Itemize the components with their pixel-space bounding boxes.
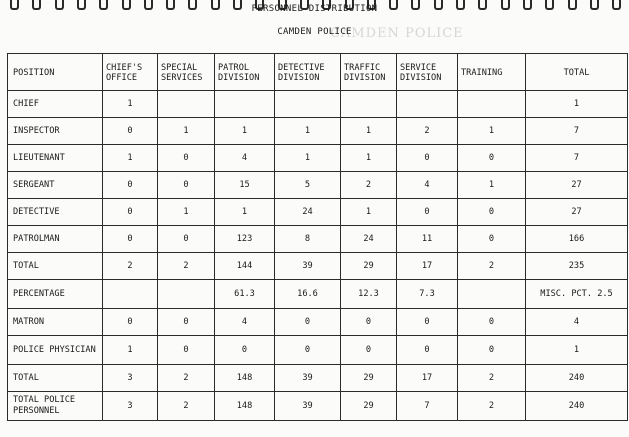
cell-total: 1 xyxy=(526,91,628,118)
cell-service-division: 7 xyxy=(397,392,458,421)
cell-chiefs-office: 1 xyxy=(103,336,158,365)
cell-position: DETECTIVE xyxy=(8,199,103,226)
row-subtotal xyxy=(8,253,628,280)
cell-patrol-division xyxy=(215,91,275,118)
cell-service-division: 11 xyxy=(397,226,458,253)
cell-total: 4 xyxy=(526,309,628,336)
cell-position: LIEUTENANT xyxy=(8,145,103,172)
header-row xyxy=(8,54,628,91)
cell-total: 27 xyxy=(526,172,628,199)
cell-chiefs-office: 0 xyxy=(103,199,158,226)
header-training: TRAINING xyxy=(458,54,526,91)
cell-service-division: 0 xyxy=(397,336,458,365)
row-lieutenant xyxy=(8,145,628,172)
row-police-physician xyxy=(8,336,628,365)
row-patrolman xyxy=(8,226,628,253)
cell-special-services xyxy=(158,280,215,309)
cell-training xyxy=(458,280,526,309)
cell-chiefs-office: 3 xyxy=(103,392,158,421)
row-detective xyxy=(8,199,628,226)
cell-training: 2 xyxy=(458,392,526,421)
cell-patrol-division: 4 xyxy=(215,309,275,336)
cell-traffic-division: 0 xyxy=(341,309,397,336)
cell-training: 0 xyxy=(458,309,526,336)
cell-training: 0 xyxy=(458,226,526,253)
cell-patrol-division: 15 xyxy=(215,172,275,199)
cell-training: 0 xyxy=(458,145,526,172)
cell-position: MATRON xyxy=(8,309,103,336)
cell-service-division: 2 xyxy=(397,118,458,145)
cell-detective-division: 39 xyxy=(275,253,341,280)
document-subtitle: CAMDEN POLICE xyxy=(277,27,352,37)
cell-total: 240 xyxy=(526,365,628,392)
cell-service-division: 17 xyxy=(397,253,458,280)
cell-special-services: 0 xyxy=(158,172,215,199)
cell-traffic-division: 29 xyxy=(341,365,397,392)
cell-detective-division: 39 xyxy=(275,365,341,392)
cell-total: 240 xyxy=(526,392,628,421)
cell-traffic-division: 24 xyxy=(341,226,397,253)
row-matron xyxy=(8,309,628,336)
cell-position: SERGEANT xyxy=(8,172,103,199)
cell-training: 2 xyxy=(458,365,526,392)
cell-patrol-division: 61.3 xyxy=(215,280,275,309)
cell-detective-division: 39 xyxy=(275,392,341,421)
cell-special-services: 1 xyxy=(158,199,215,226)
cell-chiefs-office: 0 xyxy=(103,309,158,336)
cell-total: 235 xyxy=(526,253,628,280)
cell-service-division: 0 xyxy=(397,309,458,336)
cell-traffic-division: 29 xyxy=(341,392,397,421)
bleed-through-text: CAMDEN POLICE xyxy=(330,26,464,41)
personnel-table xyxy=(7,53,628,421)
cell-position: PATROLMAN xyxy=(8,226,103,253)
cell-special-services: 0 xyxy=(158,309,215,336)
cell-special-services: 0 xyxy=(158,226,215,253)
cell-chiefs-office: 3 xyxy=(103,365,158,392)
header-special-services: SPECIAL SERVICES xyxy=(158,54,215,91)
cell-detective-division: 1 xyxy=(275,145,341,172)
cell-service-division: 0 xyxy=(397,199,458,226)
cell-detective-division: 8 xyxy=(275,226,341,253)
cell-position: POLICE PHYSICIAN xyxy=(8,336,103,365)
cell-chiefs-office: 0 xyxy=(103,226,158,253)
cell-total: MISC. PCT. 2.5 xyxy=(526,280,628,309)
row-sergeant xyxy=(8,172,628,199)
cell-traffic-division: 2 xyxy=(341,172,397,199)
cell-patrol-division: 144 xyxy=(215,253,275,280)
cell-traffic-division: 1 xyxy=(341,145,397,172)
cell-detective-division: 24 xyxy=(275,199,341,226)
cell-special-services xyxy=(158,91,215,118)
cell-patrol-division: 0 xyxy=(215,336,275,365)
cell-total: 7 xyxy=(526,145,628,172)
row-inspector xyxy=(8,118,628,145)
cell-training: 1 xyxy=(458,172,526,199)
cell-total: 166 xyxy=(526,226,628,253)
cell-service-division: 4 xyxy=(397,172,458,199)
cell-training: 2 xyxy=(458,253,526,280)
cell-chiefs-office: 0 xyxy=(103,118,158,145)
cell-patrol-division: 4 xyxy=(215,145,275,172)
row-total-police-personnel xyxy=(8,392,628,421)
cell-service-division xyxy=(397,91,458,118)
cell-patrol-division: 123 xyxy=(215,226,275,253)
row-total xyxy=(8,365,628,392)
cell-traffic-division: 12.3 xyxy=(341,280,397,309)
cell-service-division: 7.3 xyxy=(397,280,458,309)
cell-patrol-division: 1 xyxy=(215,118,275,145)
cell-detective-division: 0 xyxy=(275,309,341,336)
row-percentage xyxy=(8,280,628,309)
cell-service-division: 0 xyxy=(397,145,458,172)
cell-detective-division: 5 xyxy=(275,172,341,199)
header-total: TOTAL xyxy=(526,54,628,91)
row-chief xyxy=(8,91,628,118)
cell-total: 7 xyxy=(526,118,628,145)
header-chiefs-office: CHIEF'S OFFICE xyxy=(103,54,158,91)
header-patrol-division: PATROL DIVISION xyxy=(215,54,275,91)
cell-special-services: 2 xyxy=(158,365,215,392)
cell-special-services: 2 xyxy=(158,253,215,280)
cell-traffic-division xyxy=(341,91,397,118)
cell-traffic-division: 0 xyxy=(341,336,397,365)
cell-training: 1 xyxy=(458,118,526,145)
cell-chiefs-office: 0 xyxy=(103,172,158,199)
header-traffic-division: TRAFFIC DIVISION xyxy=(341,54,397,91)
cell-patrol-division: 1 xyxy=(215,199,275,226)
cell-total: 27 xyxy=(526,199,628,226)
cell-special-services: 0 xyxy=(158,336,215,365)
cell-special-services: 2 xyxy=(158,392,215,421)
cell-service-division: 17 xyxy=(397,365,458,392)
cell-position: TOTAL xyxy=(8,253,103,280)
cell-detective-division: 0 xyxy=(275,336,341,365)
cell-special-services: 1 xyxy=(158,118,215,145)
header-detective-division: DETECTIVE DIVISION xyxy=(275,54,341,91)
cell-special-services: 0 xyxy=(158,145,215,172)
cell-chiefs-office xyxy=(103,280,158,309)
cell-chiefs-office: 1 xyxy=(103,145,158,172)
cell-position: PERCENTAGE xyxy=(8,280,103,309)
header-position: POSITION xyxy=(8,54,103,91)
cell-position: CHIEF xyxy=(8,91,103,118)
cell-patrol-division: 148 xyxy=(215,365,275,392)
header-service-division: SERVICE DIVISION xyxy=(397,54,458,91)
cell-traffic-division: 1 xyxy=(341,118,397,145)
cell-traffic-division: 1 xyxy=(341,199,397,226)
cell-training xyxy=(458,91,526,118)
document-title: PERSONNEL DISTRIBUTION xyxy=(251,4,378,14)
cell-detective-division: 16.6 xyxy=(275,280,341,309)
cell-patrol-division: 148 xyxy=(215,392,275,421)
cell-position: TOTAL POLICE PERSONNEL xyxy=(8,392,103,421)
cell-training: 0 xyxy=(458,199,526,226)
cell-position: INSPECTOR xyxy=(8,118,103,145)
cell-position: TOTAL xyxy=(8,365,103,392)
cell-traffic-division: 29 xyxy=(341,253,397,280)
cell-detective-division: 1 xyxy=(275,118,341,145)
cell-detective-division xyxy=(275,91,341,118)
cell-chiefs-office: 2 xyxy=(103,253,158,280)
cell-training: 0 xyxy=(458,336,526,365)
cell-total: 1 xyxy=(526,336,628,365)
cell-chiefs-office: 1 xyxy=(103,91,158,118)
